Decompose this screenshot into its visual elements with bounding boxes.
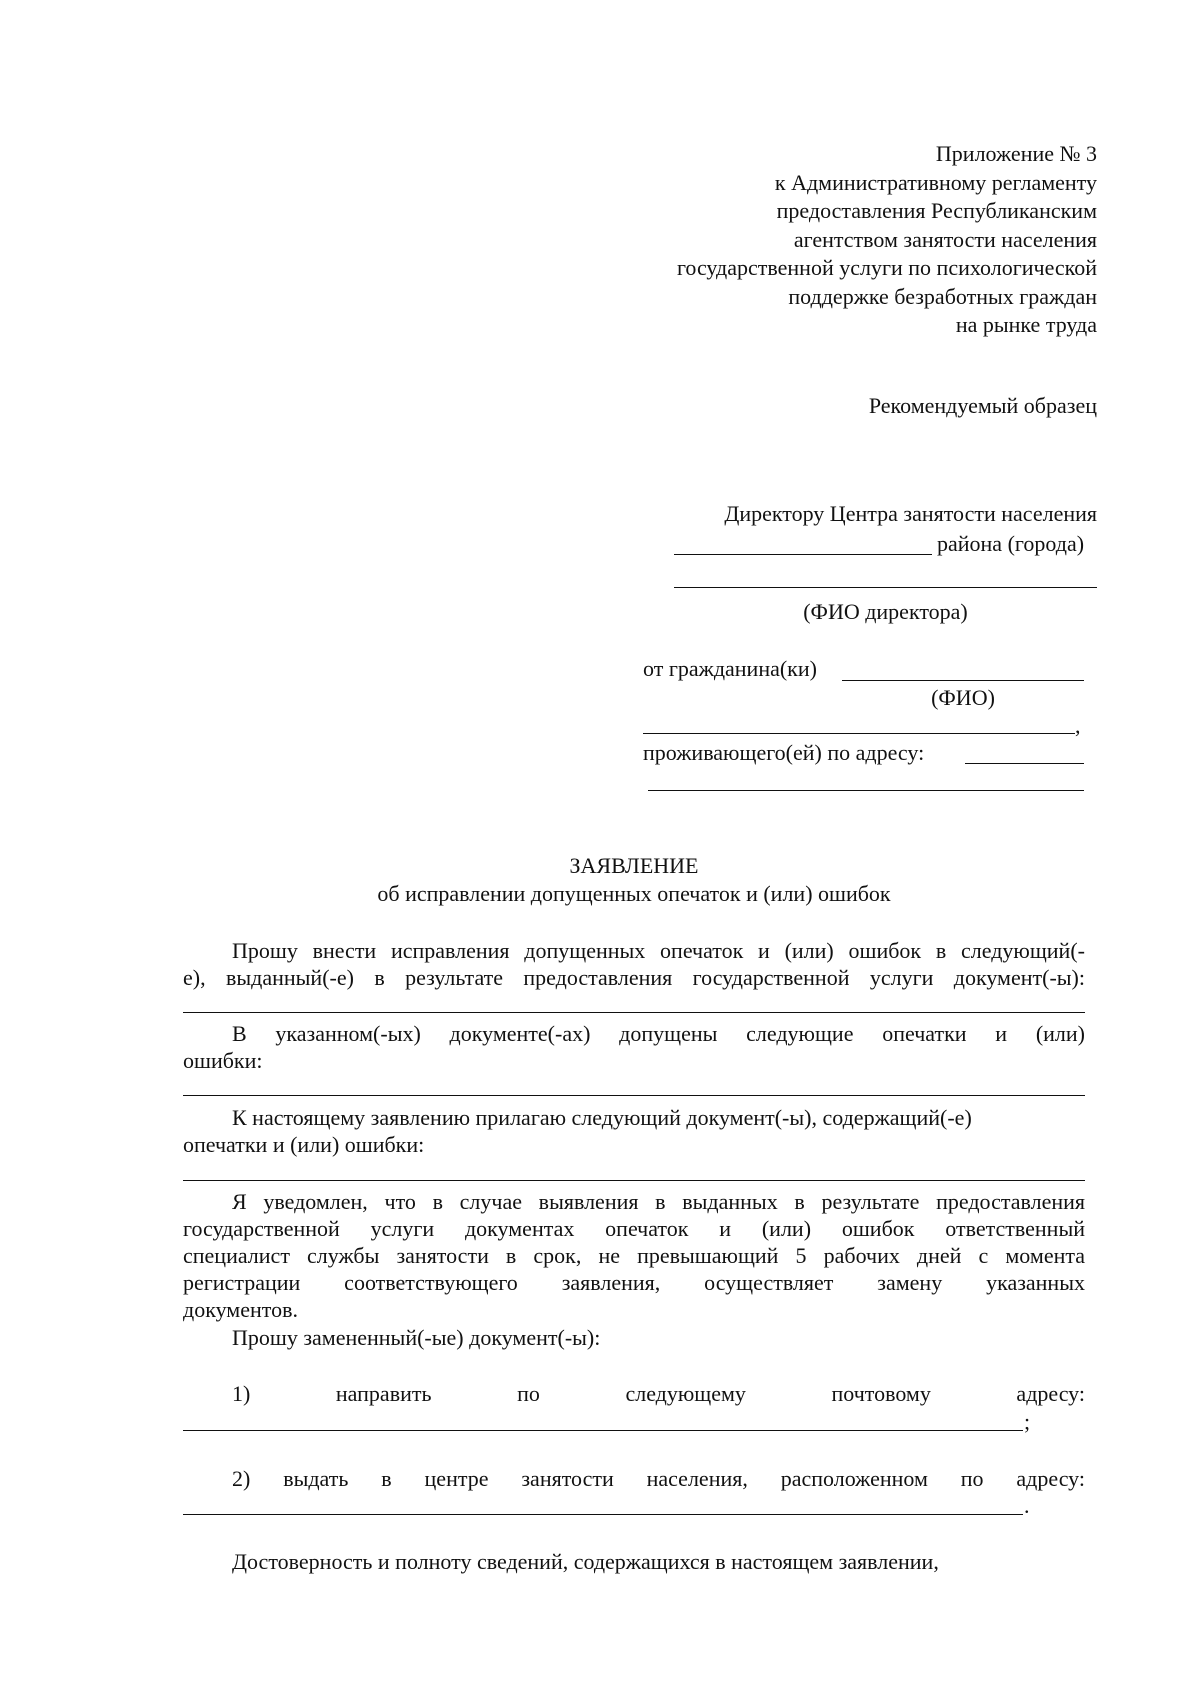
appendix-line: государственной услуги по психологической [676, 255, 1097, 280]
appendix-line: предоставления Республиканским [776, 198, 1097, 223]
citizen-name-blank [842, 680, 1084, 681]
appendix-line: к Административному регламенту [774, 169, 1097, 195]
center-address-blank [183, 1514, 1023, 1515]
paragraph-2-line-2: ошибки: [183, 1048, 263, 1073]
postal-address-blank [183, 1430, 1023, 1431]
fio-caption: (ФИО) [931, 685, 995, 710]
paragraph-4-line-2: государственной услуги документах опечаток и (или) ошибок ответственный [183, 1216, 1085, 1241]
documents-blank [183, 1012, 1085, 1013]
director-caption: (ФИО директора) [803, 599, 968, 624]
statement-title: ЗАЯВЛЕНИЕ [569, 853, 699, 878]
option-1-text: 1) направить по следующему почтовому адресу: [232, 1381, 1085, 1406]
appendix-line: поддержке безработных граждан [788, 283, 1097, 309]
paragraph-4-line-1: Я уведомлен, что в случае выявления в выданных в результате предоставления [232, 1189, 1085, 1214]
paragraph-3-line-1: К настоящему заявлению прилагаю следующий документ(-ы), содержащий(-е) [232, 1105, 972, 1130]
option-2-period: . [1024, 1493, 1030, 1518]
addressee-to: Директору Центра занятости населения [724, 501, 1097, 526]
comma-mark: , [1075, 713, 1081, 738]
paragraph-2-line-1: В указанном(-ых) документе(-ах) допущены следующие опечатки и (или) [232, 1021, 1085, 1046]
citizen-extra-blank [643, 733, 1075, 734]
option-1-semicolon: ; [1024, 1409, 1031, 1434]
errors-blank [183, 1095, 1085, 1096]
paragraph-1-line-2: е), выданный(-е) в результате предоставления государственной услуги документ(-ы): [183, 965, 1085, 990]
director-name-blank [674, 587, 1097, 588]
from-citizen-label: от гражданина(ки) [643, 656, 817, 681]
paragraph-4-line-5: документов. [183, 1297, 298, 1322]
paragraph-4-line-4: регистрации соответствующего заявления, осуществляет замену указанных [183, 1270, 1085, 1295]
paragraph-4-line-3: специалист службы занятости в срок, не превышающий 5 рабочих дней с момента [183, 1243, 1085, 1268]
appendix-line: Приложение № 3 [935, 141, 1097, 166]
paragraph-5: Прошу замененный(-ые) документ(-ы): [232, 1325, 601, 1350]
option-2-text: 2) выдать в центре занятости населения, расположенном по адресу: [232, 1466, 1085, 1491]
attachments-blank [183, 1180, 1085, 1181]
residing-label: проживающего(ей) по адресу: [643, 740, 925, 765]
district-blank [674, 554, 932, 555]
address-blank-1 [965, 763, 1084, 764]
appendix-header [497, 140, 1097, 340]
statement-subtitle: об исправлении допущенных опечаток и (или) ошибок [377, 881, 891, 906]
paragraph-6: Достоверность и полноту сведений, содержащихся в настоящем заявлении, [232, 1549, 939, 1574]
addressee-district: района (города) [937, 531, 1085, 556]
appendix-line: на рынке труда [955, 312, 1097, 337]
paragraph-3-line-2: опечатки и (или) ошибки: [183, 1132, 425, 1157]
address-blank-2 [648, 790, 1084, 791]
appendix-line: агентством занятости населения [793, 226, 1097, 252]
recommended-sample: Рекомендуемый образец [868, 393, 1097, 418]
paragraph-1-line-1: Прошу внести исправления допущенных опечаток и (или) ошибок в следующий(- [232, 938, 1085, 963]
